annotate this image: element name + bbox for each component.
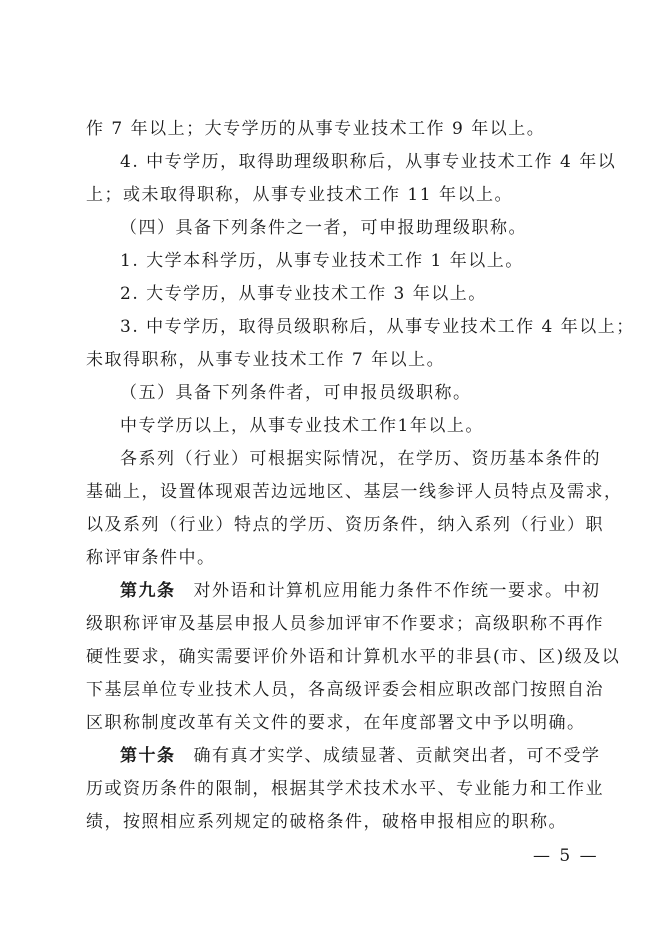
article-nine (86, 575, 601, 608)
document-body (86, 113, 635, 839)
text-line: 区职称制度改革有关文件的要求，在年度部署文中予以明确。 (86, 713, 586, 733)
text-line: 2. 大专学历，从事专业技术工作 3 年以上。 (120, 284, 487, 304)
text-line: 3. 中专学历，取得员级职称后，从事专业技术工作 4 年以上； (120, 317, 635, 337)
article-ten-heading: 第十条 (120, 746, 176, 766)
text-line: 确有真才实学、成绩显著、贡献突出者，可不受学 (193, 746, 601, 766)
text-line: 以及系列（行业）特点的学历、资历条件，纳入系列（行业）职 (86, 515, 604, 535)
text-line: 未取得职称，从事专业技术工作 7 年以上。 (86, 350, 446, 370)
article-nine-heading: 第九条 (120, 581, 176, 601)
text-line: 基础上，设置体现艰苦边远地区、基层一线参评人员特点及需求， (86, 482, 623, 502)
text-line: 对外语和计算机应用能力条件不作统一要求。中初 (193, 581, 601, 601)
text-line: 下基层单位专业技术人员，各高级评委会相应职改部门按照自治 (86, 680, 604, 700)
text-line: 中专学历以上，从事专业技术工作1年以上。 (120, 416, 484, 436)
text-line: 级职称评审及基层申报人员参加评审不作要求；高级职称不再作 (86, 614, 604, 634)
text-line: 绩，按照相应系列规定的破格条件，破格申报相应的职称。 (86, 812, 567, 832)
text-line: 硬性要求，确实需要评价外语和计算机水平的非县(市、区)级及以 (86, 647, 621, 667)
page-number: — 5 — (533, 846, 599, 866)
article-ten (86, 740, 601, 773)
text-line: 称评审条件中。 (86, 548, 216, 568)
text-line: 各系列（行业）可根据实际情况，在学历、资历基本条件的 (120, 449, 601, 469)
text-line: 作 7 年以上；大专学历的从事专业技术工作 9 年以上。 (86, 119, 546, 139)
text-line: 上；或未取得职称，从事专业技术工作 11 年以上。 (86, 185, 513, 205)
text-line: 历或资历条件的限制，根据其学术技术水平、专业能力和工作业 (86, 779, 604, 799)
section-heading-four: （四）具备下列条件之一者，可申报助理级职称。 (120, 218, 527, 238)
section-heading-five: （五）具备下列条件者，可申报员级职称。 (120, 383, 472, 403)
text-line: 4. 中专学历，取得助理级职称后，从事专业技术工作 4 年以 (120, 152, 617, 172)
text-line: 1. 大学本科学历，从事专业技术工作 1 年以上。 (120, 251, 524, 271)
